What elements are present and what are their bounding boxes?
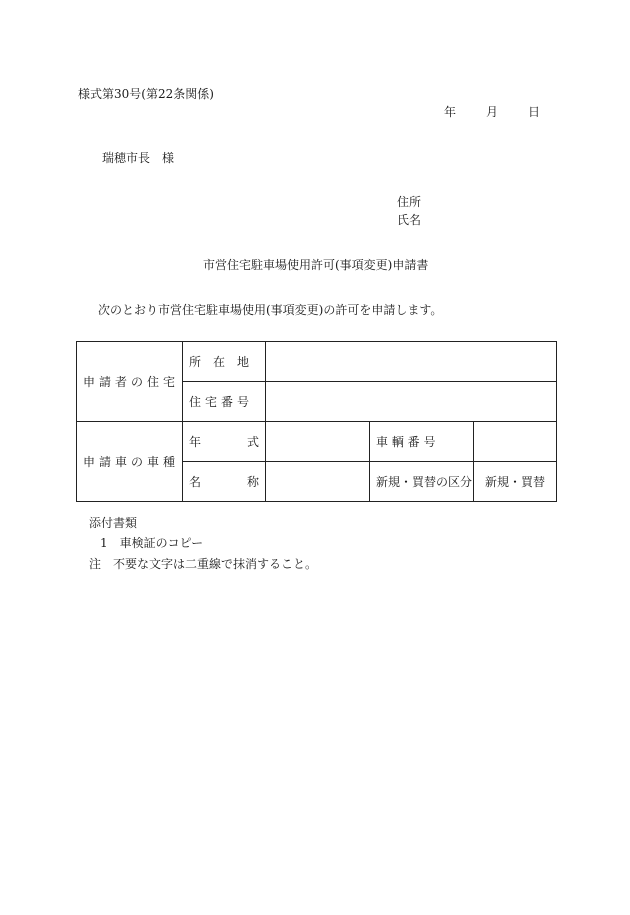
application-table [76, 341, 557, 502]
attachments-heading: 添付書類 [89, 516, 138, 530]
form-number: 様式第30号(第22条関係) [78, 87, 214, 101]
intro-text: 次のとおり市営住宅駐車場使用(事項変更)の許可を申請します。 [98, 303, 443, 317]
house-number-field[interactable] [266, 382, 557, 422]
location-field[interactable] [266, 342, 557, 382]
date-line [444, 104, 540, 120]
vehicle-name-label-part2: 称 [246, 475, 259, 489]
date-day: 日 [528, 105, 541, 119]
vehicle-header: 申請車の車種 [77, 422, 183, 502]
applicant-name-label: 氏名 [397, 213, 422, 227]
location-label: 所 在 地 [183, 342, 266, 382]
model-year-field[interactable] [266, 422, 370, 462]
table-row [77, 342, 557, 382]
model-year-label-part2: 式 [246, 435, 259, 449]
model-year-label-part1: 年 [189, 435, 202, 449]
vehicle-name-label-part1: 名 [189, 475, 202, 489]
plate-number-field[interactable] [474, 422, 557, 462]
residence-header: 申請者の住宅 [77, 342, 183, 422]
model-year-label [183, 422, 266, 462]
category-label: 新規・買替の区分 [370, 462, 474, 502]
category-value[interactable]: 新規・買替 [474, 462, 557, 502]
applicant-address-label: 住所 [397, 195, 422, 209]
date-year: 年 [444, 105, 457, 119]
addressee: 瑞穂市長 様 [102, 151, 175, 165]
document-title: 市営住宅駐車場使用許可(事項変更)申請書 [203, 258, 429, 272]
vehicle-name-label [183, 462, 266, 502]
table-row [77, 422, 557, 462]
date-month: 月 [486, 105, 499, 119]
attachment-item: 1 車検証のコピー [100, 536, 204, 550]
house-number-label: 住宅番号 [183, 382, 266, 422]
note-text: 注 不要な文字は二重線で抹消すること。 [89, 557, 318, 571]
plate-number-label: 車 輌 番 号 [370, 422, 474, 462]
vehicle-name-field[interactable] [266, 462, 370, 502]
